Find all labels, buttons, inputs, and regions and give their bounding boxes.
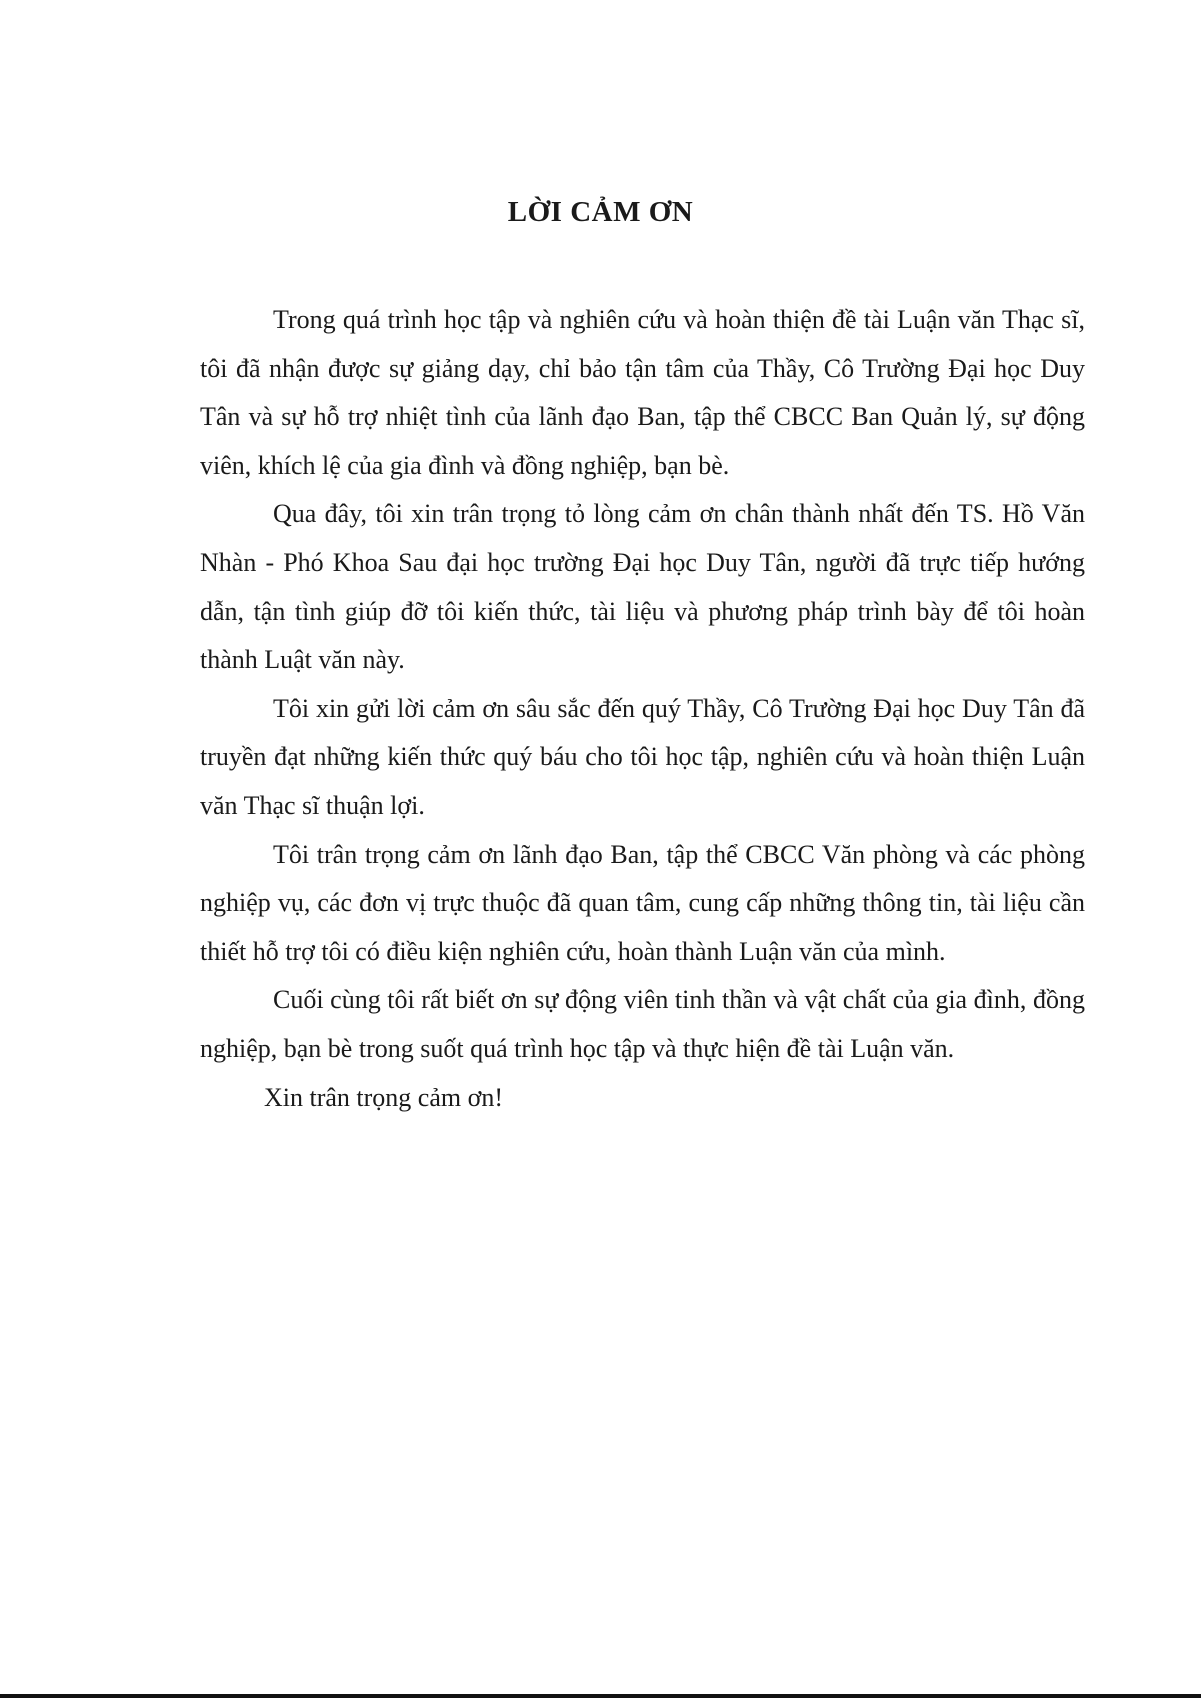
paragraph-4: Tôi trân trọng cảm ơn lãnh đạo Ban, tập thể CBCC Văn phòng và các phòng nghiệp vụ, các đơn vị trực thuộc đã quan tâm, cung cấp những thông tin, tài liệu cần thiết hỗ trợ tôi có điều kiện nghiên cứu, hoàn thành Luận văn của mình. (200, 839, 1085, 966)
page-bottom-border (0, 1694, 1201, 1698)
closing-line: Xin trân trọng cảm ơn! (264, 1082, 504, 1112)
paragraph-1: Trong quá trình học tập và nghiên cứu và hoàn thiện đề tài Luận văn Thạc sĩ, tôi đã nhận được sự giảng dạy, chỉ bảo tận tâm của Thầy, Cô Trường Đại học Duy Tân và sự hỗ trợ nhiệt tình của lãnh đạo Ban, tập thể CBCC Ban Quản lý, sự động viên, khích lệ của gia đình và đồng nghiệp, bạn bè. (200, 305, 1085, 480)
acknowledgement-body (200, 296, 1085, 1122)
paragraph-5: Cuối cùng tôi rất biết ơn sự động viên tinh thần và vật chất của gia đình, đồng nghiệp, bạn bè trong suốt quá trình học tập và thực hiện đề tài Luận văn. (200, 985, 1085, 1063)
paragraph-3: Tôi xin gửi lời cảm ơn sâu sắc đến quý Thầy, Cô Trường Đại học Duy Tân đã truyền đạt những kiến thức quý báu cho tôi học tập, nghiên cứu và hoàn thiện Luận văn Thạc sĩ thuận lợi. (200, 693, 1085, 820)
paragraph-2: Qua đây, tôi xin trân trọng tỏ lòng cảm ơn chân thành nhất đến TS. Hồ Văn Nhàn - Phó Khoa Sau đại học trường Đại học Duy Tân, người đã trực tiếp hướng dẫn, tận tình giúp đỡ tôi kiến thức, tài liệu và phương pháp trình bày để tôi hoàn thành Luật văn này. (200, 499, 1085, 675)
page-title: LỜI CẢM ƠN (507, 196, 694, 228)
